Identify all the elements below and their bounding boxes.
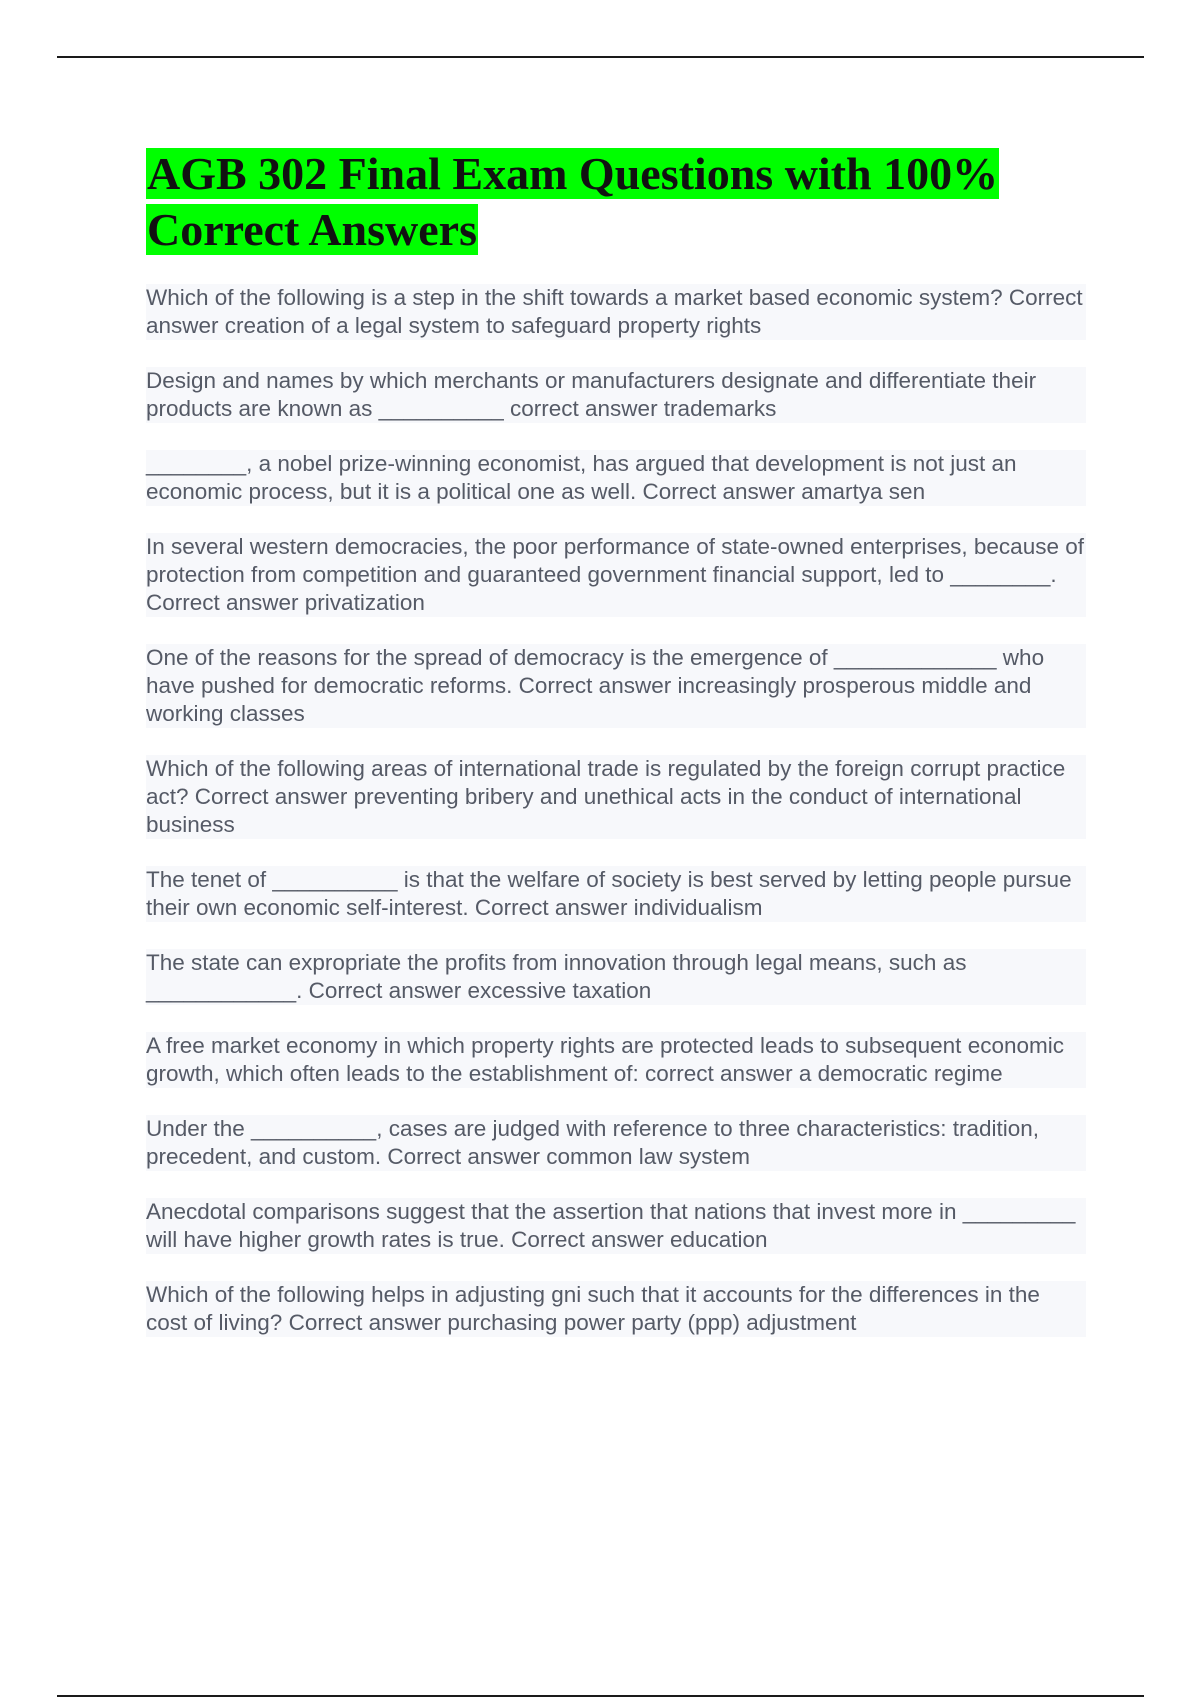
question-item-10: Under the __________, cases are judged with reference to three characteristics: tradition, precedent, and custom. Correct answer common law system xyxy=(146,1115,1086,1171)
question-item-6: Which of the following areas of international trade is regulated by the foreign corrupt practice act? Correct answer preventing bribery and unethical acts in the conduct of international business xyxy=(146,755,1086,839)
bottom-rule xyxy=(57,1695,1144,1697)
question-item-12: Which of the following helps in adjusting gni such that it accounts for the differences in the cost of living? Correct answer purchasing power party (ppp) adjustment xyxy=(146,1281,1086,1337)
document-body xyxy=(146,146,1086,1364)
question-item-11: Anecdotal comparisons suggest that the assertion that nations that invest more in _________ will have higher growth rates is true. Correct answer education xyxy=(146,1198,1086,1254)
question-list xyxy=(146,284,1086,1337)
question-item-3: ________, a nobel prize-winning economist, has argued that development is not just an economic process, but it is a political one as well. Correct answer amartya sen xyxy=(146,450,1086,506)
question-item-5: One of the reasons for the spread of democracy is the emergence of _____________ who have pushed for democratic reforms. Correct answer increasingly prosperous middle and working classes xyxy=(146,644,1086,728)
question-item-7: The tenet of __________ is that the welfare of society is best served by letting people pursue their own economic self-interest. Correct answer individualism xyxy=(146,866,1086,922)
question-item-1: Which of the following is a step in the shift towards a market based economic system? Correct answer creation of a legal system to safeguard property rights xyxy=(146,284,1086,340)
question-item-8: The state can expropriate the profits from innovation through legal means, such as ____________. Correct answer excessive taxation xyxy=(146,949,1086,1005)
top-rule xyxy=(57,56,1144,58)
document-title xyxy=(146,146,1086,258)
document-title-text: AGB 302 Final Exam Questions with 100% Correct Answers xyxy=(147,148,999,255)
question-item-9: A free market economy in which property rights are protected leads to subsequent economic growth, which often leads to the establishment of: correct answer a democratic regime xyxy=(146,1032,1086,1088)
question-item-4: In several western democracies, the poor performance of state-owned enterprises, because of protection from competition and guaranteed government financial support, led to ________. Correct answer privatization xyxy=(146,534,1084,615)
question-item-2: Design and names by which merchants or manufacturers designate and differentiate their products are known as __________ correct answer trademarks xyxy=(146,367,1086,423)
